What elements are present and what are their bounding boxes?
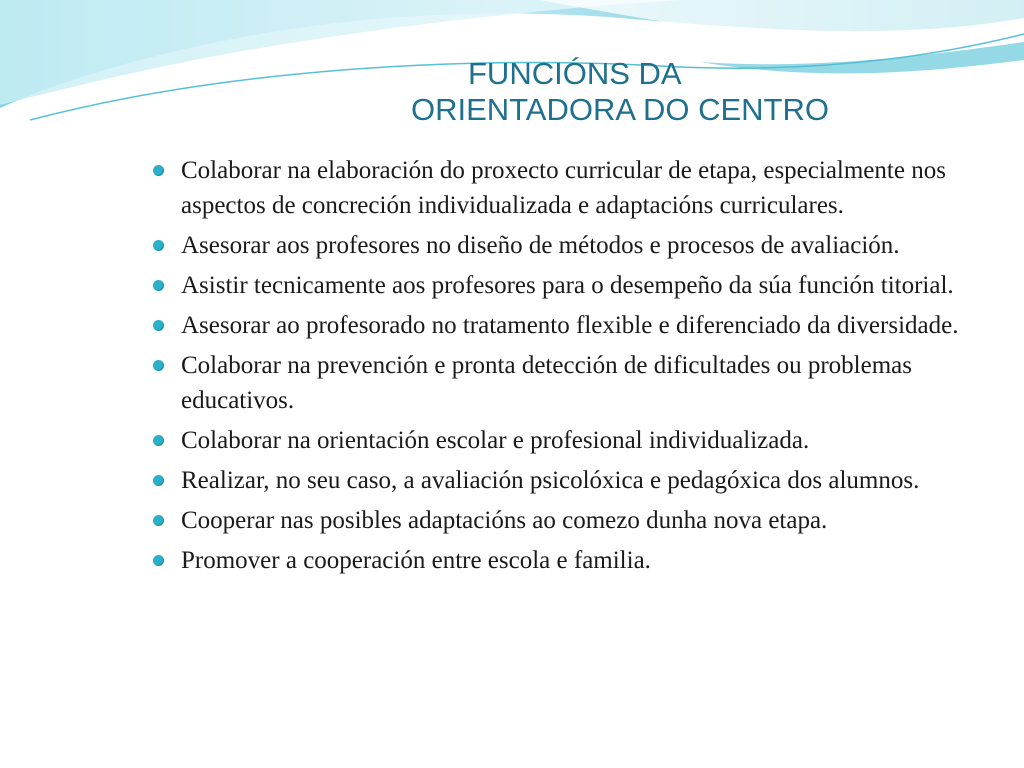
- bullet-item: [150, 423, 988, 458]
- bullet-text: Asesorar ao profesorado no tratamento flexible e diferenciado da diversidade.: [181, 312, 959, 339]
- bullet-text: Colaborar na orientación escolar e profesional individualizada.: [181, 427, 810, 454]
- bullet-text: Cooperar nas posibles adaptacións ao comezo dunha nova etapa.: [181, 507, 828, 534]
- bullet-text: Asesorar aos profesores no diseño de métodos e procesos de avaliación.: [181, 232, 900, 259]
- bullet-dot-icon: [153, 435, 164, 446]
- bullet-dot-icon: [153, 475, 164, 486]
- bullet-dot-icon: [153, 240, 164, 251]
- bullet-dot-icon: [153, 280, 164, 291]
- title-line-2: ORIENTADORA DO CENTRO: [411, 92, 829, 127]
- bullet-item: [150, 543, 988, 578]
- bullet-dot-icon: [153, 515, 164, 526]
- bullet-item: [150, 228, 988, 263]
- bullet-dot-icon: [153, 320, 164, 331]
- bullet-item: [150, 348, 988, 418]
- bullet-item: [150, 308, 988, 343]
- bullet-list: [150, 153, 988, 583]
- bullet-text: Realizar, no seu caso, a avaliación psicolóxica e pedagóxica dos alumnos.: [181, 467, 920, 494]
- bullet-item: [150, 503, 988, 538]
- bullet-item: [150, 153, 988, 223]
- bullet-item: [150, 463, 988, 498]
- slide-title: [0, 56, 1024, 128]
- bullet-dot-icon: [153, 165, 164, 176]
- bullet-dot-icon: [153, 360, 164, 371]
- bullet-text: Colaborar na elaboración do proxecto curricular de etapa, especialmente nos aspectos de concreción individualizada e adaptacións curriculares.: [181, 157, 946, 219]
- title-line-1: FUNCIÓNS DA: [468, 56, 682, 91]
- bullet-text: Asistir tecnicamente aos profesores para o desempeño da súa función titorial.: [181, 272, 954, 299]
- bullet-item: [150, 268, 988, 303]
- bullet-text: Promover a cooperación entre escola e familia.: [181, 547, 651, 574]
- bullet-dot-icon: [153, 555, 164, 566]
- bullet-text: Colaborar na prevención e pronta detección de dificultades ou problemas educativos.: [181, 352, 912, 414]
